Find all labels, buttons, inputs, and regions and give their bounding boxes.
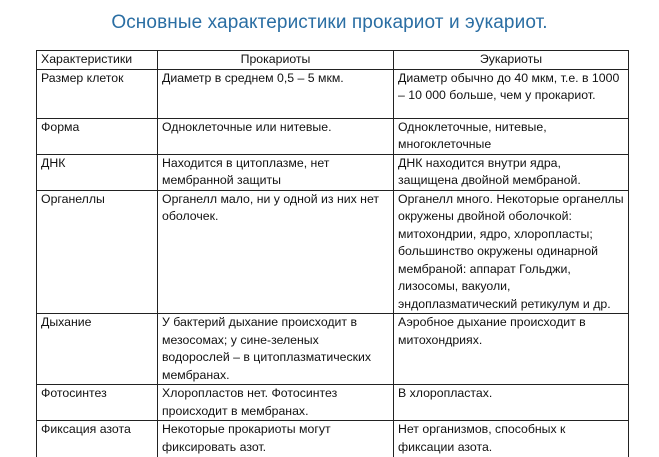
eukaryote-cell: Аэробное дыхание происходит в митохондриях. xyxy=(394,314,629,385)
row-label: Органеллы xyxy=(37,190,158,314)
table-row xyxy=(37,190,629,314)
row-label: Фиксация азота xyxy=(37,421,158,457)
prokaryote-cell: У бактерий дыхание происходит в мезосомах; у сине-зеленых водорослей – в цитоплазматических мембранах. xyxy=(158,314,394,385)
table-row xyxy=(37,69,629,118)
prokaryote-cell: Диаметр в среднем 0,5 – 5 мкм. xyxy=(158,69,394,118)
eukaryote-cell: Нет организмов, способных к фиксации азота. xyxy=(394,421,629,457)
header-prokaryotes: Прокариоты xyxy=(158,51,394,70)
row-label: Форма xyxy=(37,118,158,154)
table-header-row xyxy=(37,51,629,70)
page-title: Основные характеристики прокариот и эукариот. xyxy=(0,12,659,34)
row-label: Дыхание xyxy=(37,314,158,385)
row-label: Размер клеток xyxy=(37,69,158,118)
table-row xyxy=(37,118,629,154)
row-label: ДНК xyxy=(37,154,158,190)
table-row xyxy=(37,314,629,385)
header-eukaryotes: Эукариоты xyxy=(394,51,629,70)
eukaryote-cell: Диаметр обычно до 40 мкм, т.е. в 1000 – 10 000 больше, чем у прокариот. xyxy=(394,69,629,118)
prokaryote-cell: Одноклеточные или нитевые. xyxy=(158,118,394,154)
prokaryote-cell: Органелл мало, ни у одной из них нет оболочек. xyxy=(158,190,394,314)
comparison-table xyxy=(36,50,629,457)
prokaryote-cell: Некоторые прокариоты могут фиксировать азот. xyxy=(158,421,394,457)
eukaryote-cell: Одноклеточные, нитевые, многоклеточные xyxy=(394,118,629,154)
header-characteristics: Характеристики xyxy=(37,51,158,70)
table-row xyxy=(37,154,629,190)
table-row xyxy=(37,385,629,421)
eukaryote-cell: Органелл много. Некоторые органеллы окружены двойной оболочкой: митохондрии, ядро, хлоропласты; большинство окружены одинарной мембраной: аппарат Гольджи, лизосомы, вакуоли, эндоплазматический ретикулум и др. xyxy=(394,190,629,314)
table-row xyxy=(37,421,629,457)
eukaryote-cell: ДНК находится внутри ядра, защищена двойной мембраной. xyxy=(394,154,629,190)
prokaryote-cell: Находится в цитоплазме, нет мембранной защиты xyxy=(158,154,394,190)
prokaryote-cell: Хлоропластов нет. Фотосинтез происходит в мембранах. xyxy=(158,385,394,421)
eukaryote-cell: В хлоропластах. xyxy=(394,385,629,421)
row-label: Фотосинтез xyxy=(37,385,158,421)
